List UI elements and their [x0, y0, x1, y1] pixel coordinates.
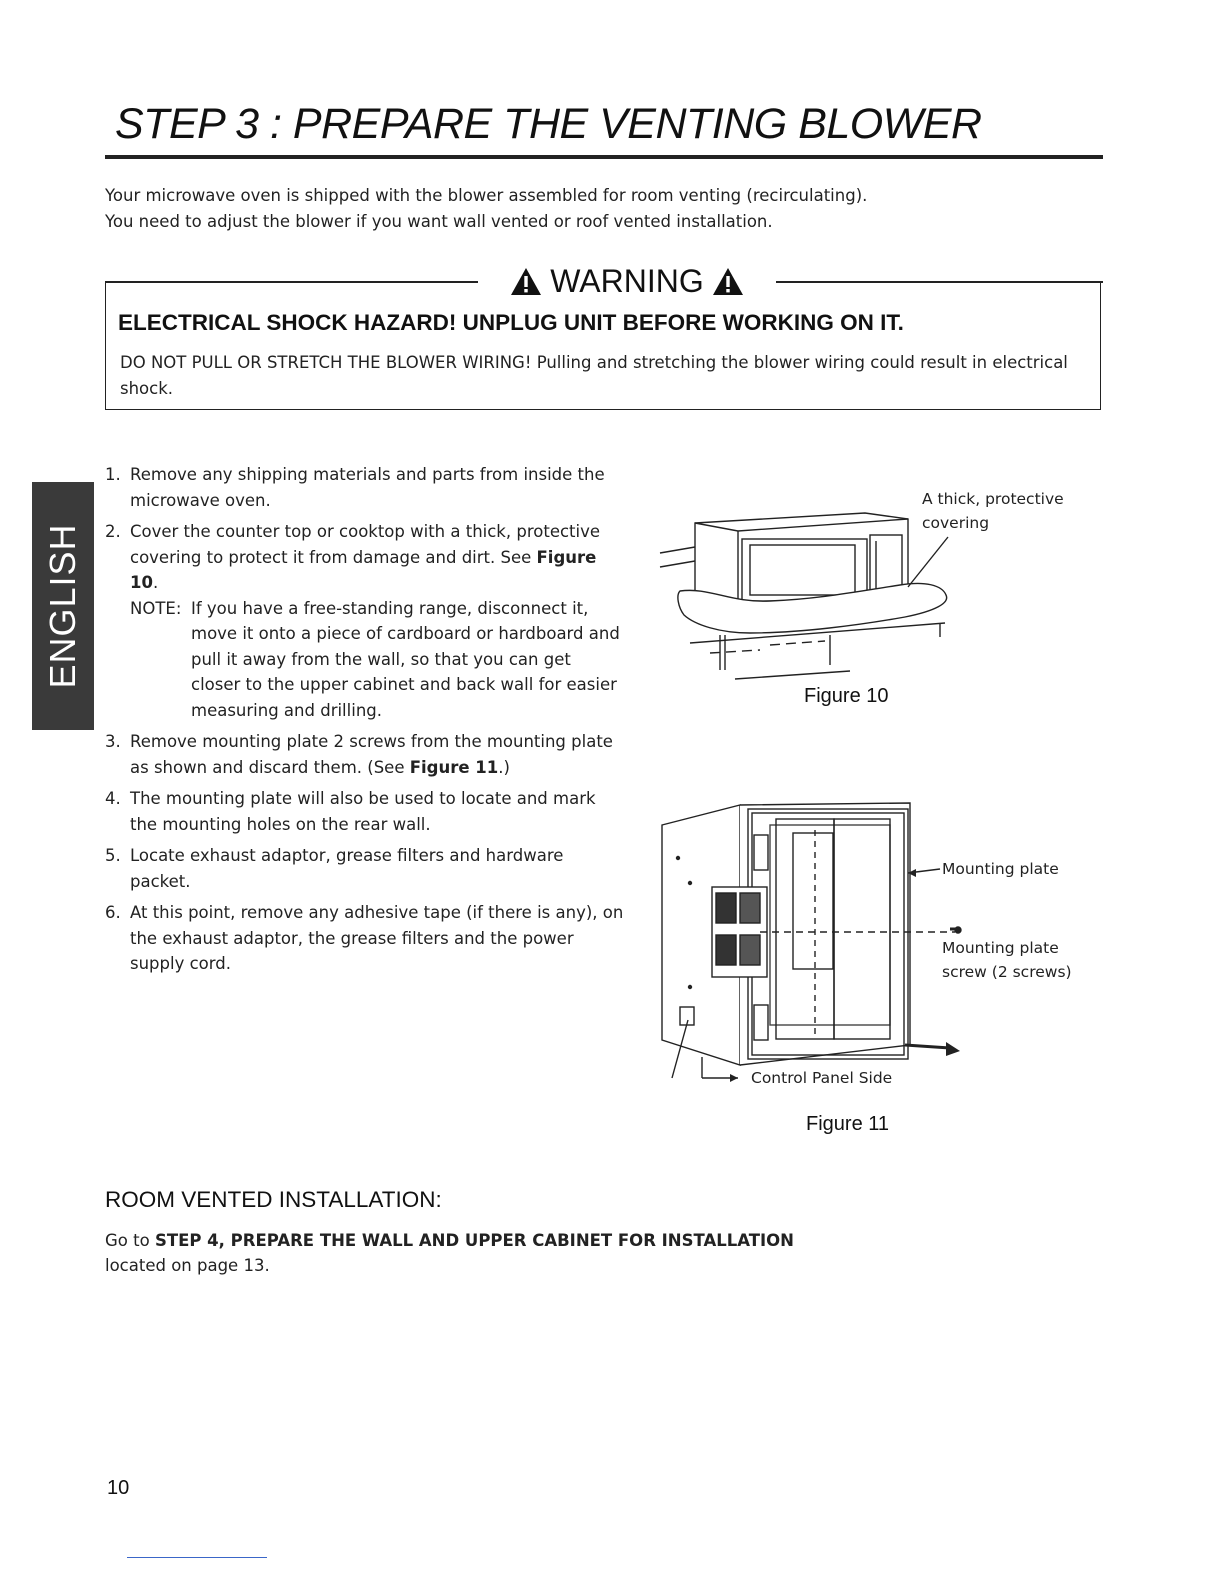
warning-triangle-icon — [712, 267, 744, 296]
figure-reference: Figure 10 — [130, 547, 597, 592]
room-vented-prefix: Go to — [105, 1231, 155, 1250]
step-note — [130, 596, 625, 724]
step-text: . — [152, 573, 159, 592]
language-tab-label: ENGLISH — [42, 523, 83, 689]
callout-line: Mounting plate — [942, 939, 1059, 957]
callout-line: A thick, protective — [922, 490, 1064, 508]
callout-line: covering — [922, 514, 990, 532]
warning-label: WARNING — [550, 262, 704, 299]
warning-triangle-icon — [510, 267, 542, 296]
step-number: 6. — [105, 903, 121, 922]
warning-heading — [484, 258, 770, 304]
list-item — [105, 900, 625, 977]
figure-11-caption: Figure 11 — [806, 1113, 890, 1135]
warning-text: DO NOT PULL OR STRETCH THE BLOWER WIRING! Pulling and stretching the blower wiring could result in electrical shock. — [120, 353, 1068, 398]
control-panel-label: Control Panel Side — [751, 1069, 893, 1087]
figure-10-caption: Figure 10 — [804, 685, 889, 707]
list-item — [105, 462, 625, 513]
note-label: NOTE: — [130, 598, 182, 618]
step-text: Locate exhaust adaptor, grease filters and hardware packet. — [130, 846, 564, 891]
room-vented-line: located on page 13. — [105, 1256, 270, 1275]
list-item — [105, 729, 625, 780]
step-text: The mounting plate will also be used to locate and mark the mounting holes on the rear wall. — [130, 789, 596, 834]
mounting-plate-label: Mounting plate — [942, 860, 1059, 878]
list-item — [105, 843, 625, 894]
bottom-rule — [127, 1557, 267, 1558]
warning-rule-left — [105, 281, 478, 283]
room-vented-line — [105, 1228, 794, 1253]
figure-11-illustration — [650, 795, 970, 1085]
figure-reference: Figure 11 — [409, 757, 499, 777]
room-vented-heading: ROOM VENTED INSTALLATION: — [105, 1187, 442, 1212]
step-text: Remove mounting plate 2 screws from the mounting plate as shown and discard them. (See — [130, 732, 613, 777]
callout-line: screw (2 screws) — [942, 963, 1072, 981]
page-number: 10 — [107, 1477, 130, 1499]
step-text: Remove any shipping materials and parts from inside the microwave oven. — [130, 465, 605, 510]
figure-10-illustration — [650, 495, 960, 690]
warning-rule-right — [776, 281, 1103, 283]
list-item — [105, 519, 625, 723]
step-number: 5. — [105, 846, 121, 865]
step-text: At this point, remove any adhesive tape (if there is any), on the exhaust adaptor, the grease filters and the power supply cord. — [130, 903, 624, 973]
title-rule — [105, 155, 1103, 159]
step-number: 4. — [105, 789, 121, 808]
step-number: 3. — [105, 732, 121, 751]
room-vented-text — [105, 1228, 794, 1278]
mounting-screw-label — [942, 936, 1072, 984]
note-text: If you have a free-standing range, disconnect it, move it onto a piece of cardboard or hardboard and pull it away from the wall, so that you can get closer to the upper cabinet and back wall for easier measuring and drilling. — [191, 598, 620, 720]
intro-text — [105, 183, 867, 235]
language-tab — [32, 482, 94, 730]
step-text: Cover the counter top or cooktop with a thick, protective covering to protect it from damage and dirt. See — [130, 522, 601, 567]
step-number: 1. — [105, 465, 121, 484]
step-number: 2. — [105, 522, 121, 541]
hazard-statement: ELECTRICAL SHOCK HAZARD! UNPLUG UNIT BEFORE WORKING ON IT. — [118, 310, 904, 335]
figure-10-callout — [922, 487, 1064, 535]
intro-line: Your microwave oven is shipped with the blower assembled for room venting (recirculating). — [105, 186, 868, 205]
intro-line: You need to adjust the blower if you want wall vented or roof vented installation. — [105, 212, 773, 231]
page-title: STEP 3 : PREPARE THE VENTING BLOWER — [115, 100, 982, 148]
step-4-reference: STEP 4, PREPARE THE WALL AND UPPER CABINET FOR INSTALLATION — [154, 1231, 794, 1250]
step-text: .) — [498, 757, 510, 777]
step-list — [105, 462, 625, 983]
list-item — [105, 786, 625, 837]
